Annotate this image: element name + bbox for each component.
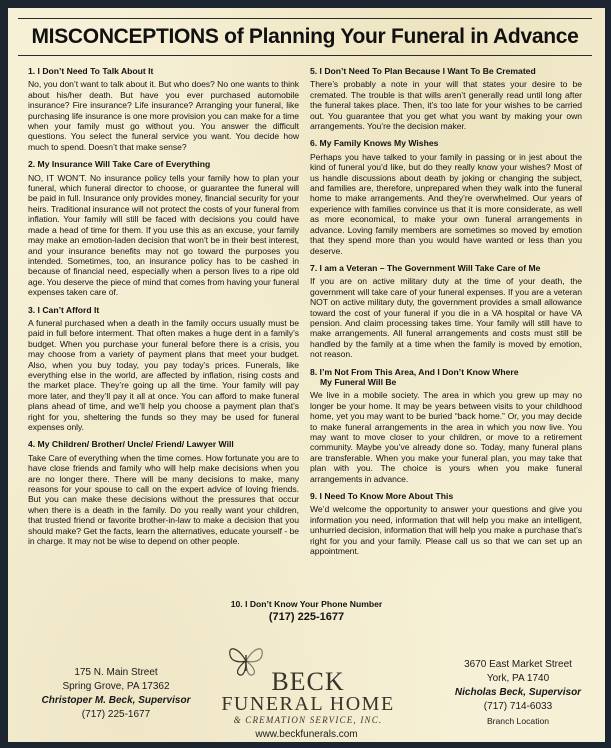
section-body: We live in a mobile society. The area in which you grew up may no longer be your home. It may be years between visits to your childhood home, yet you may want to be buried “back home.” Or, you may decide to make funeral arrangements in the area in which you now live. You may want to move closer to your children, or move to a retirement community. Maybe you’ve already done so. Today, many funeral plans are transferable. When you make your funeral plan, you may take that plan with you. The choice is yours when you make funeral arrangements in advance.	[310, 390, 582, 484]
address-supervisor: Christoper M. Beck, Supervisor	[41, 695, 191, 706]
logo-line2: FUNERAL HOME	[221, 693, 395, 715]
address-city: Spring Grove, PA 17362	[62, 681, 170, 692]
address-supervisor: Nicholas Beck, Supervisor	[454, 687, 582, 698]
section-heading-line1: 8. I’m Not From This Area, And I Don’t Know Where	[310, 366, 519, 377]
phone-heading: 10. I Don’t Know Your Phone Number	[230, 599, 383, 609]
address-phone[interactable]: (717) 714-6033	[483, 701, 553, 712]
section-heading: 2. My Insurance Will Take Care of Everything	[28, 159, 211, 170]
section-body: NO, IT WON’T. No insurance policy tells your family how to plan your funeral, which funeral director to choose, or guarantee the funeral will be paid in full. Insurance only provides money, financial security for your heirs. Traditional insurance will not protect the costs of your funeral from inflation. Your family will still be faced with decisions you could have made a head of time for them. If you use this as an excuse, your family may make an emotion-laden decision that won’t be in their best interest, and your insurance benefits may not go toward the purposes you intended. Sometimes, too, an insurance policy has to be cashed in because of financial need, especially when a person lives to a ripe old age. You deserve the piece of mind that comes from having your funeral expenses taken care of.	[28, 172, 299, 298]
logo-name: BECK	[271, 667, 345, 696]
address-phone[interactable]: (717) 225-1677	[81, 709, 151, 720]
flyer-page	[8, 8, 605, 742]
address-main	[30, 666, 202, 722]
address-branch	[448, 658, 588, 728]
logo-line3: & CREMATION SERVICE, INC.	[233, 715, 383, 725]
address-street: 3670 East Market Street	[464, 659, 572, 670]
section-heading: 3. I Can’t Afford It	[28, 304, 100, 315]
title-bar	[18, 18, 592, 56]
section-body: Perhaps you have talked to your family in passing or in jest about the kind of funeral you’d like, but do they really know your wishes? Most of us handle discussions about death by joking or changing the subject, and families are, therefore, unprepared when they walk into the funeral home to make arrangements. And they’re overwhelmed. Our years of experience with families convince us that it is more considerate, as well as more economical, to make your own funeral arrangements in advance. Loving family members are sometimes so moved by emotion that they spend more than you would have wanted or less than you deserve.	[310, 151, 582, 256]
section-body: If you are on active military duty at the time of your death, the government will take care of your funeral expenses. If you are a veteran NOT on active military duty, the government provides a small allowance toward the cost of your funeral if you die in a VA hospital or have VA pension. And claim processing takes time. Your family will still have to make arrangements. All funeral arrangements and costs must still be handled by the family at a time when the family is moved by emotion, not reason.	[310, 276, 582, 360]
company-logo	[218, 641, 398, 725]
section-7	[310, 263, 582, 360]
section-heading: 1. I Don’t Need To Talk About It	[28, 66, 154, 76]
section-body: A funeral purchased when a death in the family occurs usually must be paid in full before interment. That often makes a huge dent in a family’s budget. When you purchase your funeral before there is a crisis, you may choose from a variety of payment plans that meet your budget. Also, when you buy today, you pay today’s prices. Funerals, like everything else in the world, are affected by inflation, rising costs and the market place. They’re going up all the time. Your family will pay more later, and they’ll pay it all at once. You can afford to make funeral plans ahead of time, and we’ll help you choose a payment plan that’s right for you, sheltering the funds so they may be used for funeral expenses only.	[28, 317, 299, 432]
section-heading-line2: My Funeral Will Be	[320, 376, 397, 387]
section-body: Take Care of everything when the time comes. How fortunate you are to have close friends and family who will help make decisions when you are no longer there. There will be many decisions to make, many reasons for your spouse to call on the expert advice of loving friends. But you can make these decisions without the pressures that occur when there is a death in the family. Do you really want your children, that trusted friend or favorite brother-in-law to make a decision that you should make? Get the facts, learn the alternatives, educate yourself - be in charge. It may not be wise to depend on other people.	[28, 452, 299, 547]
phone-number[interactable]: (717) 225-1677	[268, 611, 345, 623]
section-body: We’d welcome the opportunity to answer your questions and give you information you need, information that will help you make an intelligent, unhurried decision, information that will help you make a purchase that’s right for you and your family. Please call us so that we can set up an appointment.	[310, 504, 582, 557]
section-body: There’s probably a note in your will that states your desire to be cremated. The trouble is that wills aren’t generally read until long after the funeral takes place. Then, it’s too late for your wishes to be carried out. You guarantee that you get what you want by making your own arrangements. You’re the decision maker.	[310, 79, 582, 132]
section-8	[310, 367, 582, 484]
section-1	[28, 66, 299, 152]
section-4	[28, 439, 299, 546]
section-2	[28, 159, 299, 297]
address-city: York, PA 1740	[486, 673, 550, 684]
section-heading: 9. I Need To Know More About This	[310, 491, 454, 502]
section-heading: 7. I am a Veteran – The Government Will Take Care of Me	[310, 262, 541, 273]
address-street: 175 N. Main Street	[74, 667, 158, 678]
right-column	[310, 66, 582, 563]
section-9	[310, 491, 582, 556]
phone-section	[8, 599, 605, 623]
section-heading: 5. I Don’t Need To Plan Because I Want To Be Cremated	[310, 66, 536, 76]
section-heading: 6. My Family Knows My Wishes	[310, 138, 439, 149]
section-heading: 4. My Children/ Brother/ Uncle/ Friend/ Lawyer Will	[28, 439, 234, 450]
section-3	[28, 305, 299, 433]
left-column	[28, 66, 299, 553]
page-title: MISCONCEPTIONS of Planning Your Funeral in Advance	[31, 25, 579, 48]
website-link[interactable]: www.beckfunerals.com	[255, 729, 358, 740]
section-body: No, you don’t want to talk about it. But who does? No one wants to think about his/her death. But have you ever purchased automobile insurance? Fire insurance? Life insurance? Arranging your funeral, like purchasing life insurance is one more provision you can make for a time when your family must go without you. You answer the difficult questions. You select the funeral service you want. You decide how much to spend. Doesn’t that make sense?	[28, 79, 299, 152]
section-heading	[310, 367, 582, 388]
branch-label: Branch Location	[486, 716, 550, 726]
section-5	[310, 66, 582, 131]
section-6	[310, 138, 582, 255]
